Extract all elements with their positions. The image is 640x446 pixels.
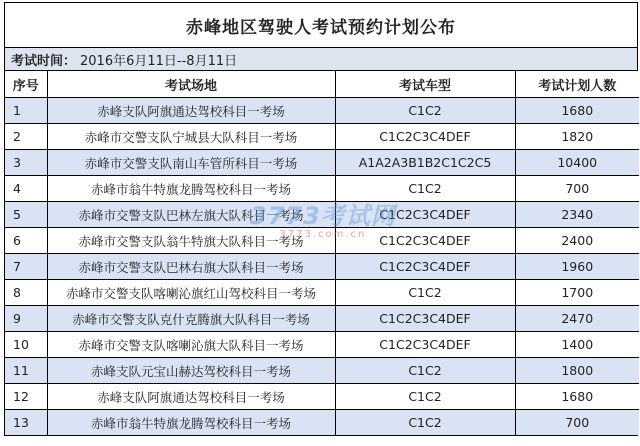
venue-cell: 赤峰市翁牛特旗龙腾驾校科目一考场 bbox=[47, 176, 335, 202]
table-row bbox=[5, 98, 639, 124]
venue-cell: 赤峰市交警支队喀喇沁旗大队科目一考场 bbox=[47, 332, 335, 358]
vehicle-type-cell: C1C2C3C4DEF bbox=[335, 332, 515, 358]
venue-cell: 赤峰市交警支队宁城县大队科目一考场 bbox=[47, 124, 335, 150]
planned-count-cell: 1680 bbox=[515, 98, 639, 124]
vehicle-type-cell: A1A2A3B1B2C1C2C5 bbox=[335, 150, 515, 176]
row-number-cell: 6 bbox=[5, 228, 47, 254]
row-number-cell: 3 bbox=[5, 150, 47, 176]
venue-cell: 赤峰市交警支队喀喇沁旗红山驾校科目一考场 bbox=[47, 280, 335, 306]
vehicle-type-cell: C1C2 bbox=[335, 280, 515, 306]
table-row bbox=[5, 176, 639, 202]
row-number-cell: 13 bbox=[5, 410, 47, 436]
venue-cell: 赤峰市交警支队巴林左旗大队科目一考场 bbox=[47, 202, 335, 228]
table-header-row bbox=[5, 71, 639, 98]
vehicle-type-cell: C1C2 bbox=[335, 358, 515, 384]
table-body bbox=[5, 98, 639, 436]
planned-count-cell: 1800 bbox=[515, 358, 639, 384]
planned-count-cell: 700 bbox=[515, 410, 639, 436]
column-header-vehicle: 考试车型 bbox=[335, 71, 515, 98]
row-number-cell: 7 bbox=[5, 254, 47, 280]
vehicle-type-cell: C1C2C3C4DEF bbox=[335, 202, 515, 228]
table-row bbox=[5, 202, 639, 228]
watermark-text: 3773考试网 bbox=[250, 202, 396, 230]
row-number-cell: 5 bbox=[5, 202, 47, 228]
exam-time-row bbox=[5, 48, 637, 71]
column-header-count: 考试计划人数 bbox=[515, 71, 639, 98]
planned-count-cell: 1960 bbox=[515, 254, 639, 280]
row-number-cell: 4 bbox=[5, 176, 47, 202]
table-row bbox=[5, 306, 639, 332]
vehicle-type-cell: C1C2 bbox=[335, 384, 515, 410]
table-row bbox=[5, 410, 639, 436]
table-row bbox=[5, 124, 639, 150]
row-number-cell: 12 bbox=[5, 384, 47, 410]
vehicle-type-cell: C1C2C3C4DEF bbox=[335, 306, 515, 332]
table-row bbox=[5, 254, 639, 280]
table-row bbox=[5, 150, 639, 176]
row-number-cell: 2 bbox=[5, 124, 47, 150]
schedule-table bbox=[5, 71, 639, 435]
planned-count-cell: 2470 bbox=[515, 306, 639, 332]
planned-count-cell: 1400 bbox=[515, 332, 639, 358]
planned-count-cell: 700 bbox=[515, 176, 639, 202]
row-number-cell: 1 bbox=[5, 98, 47, 124]
row-number-cell: 10 bbox=[5, 332, 47, 358]
page-title: 赤峰地区驾驶人考试预约计划公布 bbox=[5, 3, 637, 48]
table-row bbox=[5, 384, 639, 410]
planned-count-cell: 10400 bbox=[515, 150, 639, 176]
venue-cell: 赤峰市交警支队克什克腾旗大队科目一考场 bbox=[47, 306, 335, 332]
vehicle-type-cell: C1C2 bbox=[335, 410, 515, 436]
venue-cell: 赤峰市交警支队翁牛特旗大队科目一考场 bbox=[47, 228, 335, 254]
column-header-venue: 考试场地 bbox=[47, 71, 335, 98]
venue-cell: 赤峰市翁牛特旗龙腾驾校科目一考场 bbox=[47, 410, 335, 436]
venue-cell: 赤峰支队阿旗通达驾校科目一考场 bbox=[47, 98, 335, 124]
exam-schedule-sheet bbox=[4, 2, 638, 436]
venue-cell: 赤峰支队元宝山赫达驾校科目一考场 bbox=[47, 358, 335, 384]
row-number-cell: 11 bbox=[5, 358, 47, 384]
vehicle-type-cell: C1C2C3C4DEF bbox=[335, 124, 515, 150]
watermark-url: 3773.com.cn bbox=[279, 229, 367, 240]
planned-count-cell: 1820 bbox=[515, 124, 639, 150]
venue-cell: 赤峰市交警支队巴林右旗大队科目一考场 bbox=[47, 254, 335, 280]
vehicle-type-cell: C1C2 bbox=[335, 98, 515, 124]
exam-time-value: 2016年6月11日--8月11日 bbox=[80, 53, 238, 69]
table-row bbox=[5, 332, 639, 358]
table-row bbox=[5, 358, 639, 384]
table-row bbox=[5, 280, 639, 306]
planned-count-cell: 2340 bbox=[515, 202, 639, 228]
vehicle-type-cell: C1C2C3C4DEF bbox=[335, 228, 515, 254]
column-header-no: 序号 bbox=[5, 71, 47, 98]
table-row bbox=[5, 228, 639, 254]
row-number-cell: 9 bbox=[5, 306, 47, 332]
row-number-cell: 8 bbox=[5, 280, 47, 306]
vehicle-type-cell: C1C2C3C4DEF bbox=[335, 254, 515, 280]
planned-count-cell: 1700 bbox=[515, 280, 639, 306]
planned-count-cell: 1680 bbox=[515, 384, 639, 410]
vehicle-type-cell: C1C2 bbox=[335, 176, 515, 202]
venue-cell: 赤峰支队阿旗通达驾校科目一考场 bbox=[47, 384, 335, 410]
exam-time-label: 考试时间： bbox=[11, 53, 77, 69]
venue-cell: 赤峰市交警支队南山车管所科目一考场 bbox=[47, 150, 335, 176]
planned-count-cell: 2400 bbox=[515, 228, 639, 254]
